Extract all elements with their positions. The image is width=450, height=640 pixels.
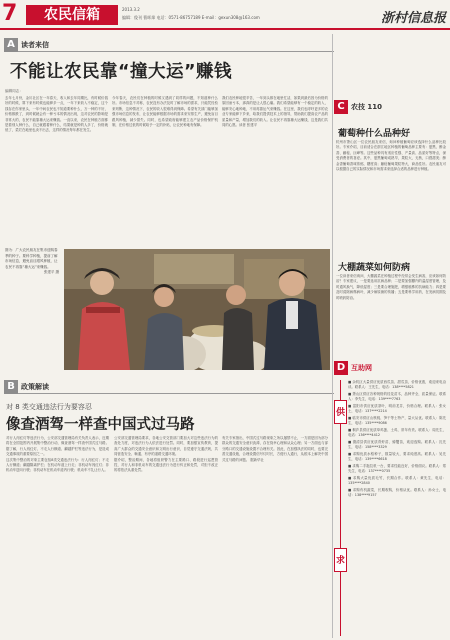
section-c-label: 农技 110 [351,103,383,111]
demand-ad: ■ 求购二手拖拉机一台，要求性能良好，价格面议。联系人：郑先生，电话：137****0735 [348,464,446,474]
demand-ad: ■ 求购有机蔬菜，长期收购，价格从优。联系人：孙女士，电话：138****9157 [348,488,446,498]
supply-ad: ■ 临安市供应山核桃、笋干等土特产，量大从优。联系人：陈先生，电话：135****9086 [348,416,446,426]
column-divider [332,34,333,638]
photo-credit: 张建平 摄 [43,270,59,275]
section-c-tag [334,100,382,114]
ads-rule-top [340,380,341,400]
article-a-salutation: 编辑同志： [5,89,23,93]
article-b-column-3: 有关专家指出，中国式过马路现象之所以屡禁不止，一方面是因为部分群众的交通安全意识淡薄，存在侥幸心理和从众心理；另一方面也与部分路口的交通设施设置不合理有关。因此，在加强执法的同时，也要完善交通设施，合理设置信号灯时长，方便行人通行，从根本上解决中国式过马路的问题。 据新华社 [222,436,328,462]
article-a-column-1: 去年七月份，金川社区在一年春天，收入和去年同期比，有时候价钱好的时候，算下来有时候也能够多一点，一年下来收入不稳定，这个钱存在你家里头，一年中间农民也不知道要种什么，万一种的不好，价格都跌了，到时候就会有一种亏本的情况出现，这对农民的影响是非常大的，农民不能靠撞大运来赚钱。一直以来，农民在种植方面都是看别人种什么，自己就跟着种什么，结果就是种的人多了，价格就低了，菜烂在地里也卖不出去，这样的情况每年都在发生。 [5,96,108,133]
article-c2-body: 一位读者来信询问，大棚蔬菜在种植过程中经常会发生病害，应该如何防治？专家建议，一是要选用抗病品种；二是要加强棚内的温湿度管理，及时通风换气，降低湿度；三是要合理施肥，增强植株的抗病能力；四是要及时清除病株病叶，减少病原菌的传播；五是要科学用药，在发病初期及时喷药防治。 [336,274,446,300]
news-photo [64,249,330,370]
section-b-label: 政策解读 [21,383,49,391]
page-header [0,0,450,30]
article-c1-body: 杭州市萧山区一位农民朋友来信，询问种植葡萄应该选择什么品种比较好。专家介绍，目前适合在浙江地区种植的葡萄品种主要有：夏黑、醉金香、藤稔、巨峰等。这些品种具有适应性强、产量高、品质好等特点，深受消费者的喜爱。其中，夏黑葡萄成熟早，果粒大，无核，口感甜美；醉金香葡萄香味浓郁，糖度高；藤稔葡萄果粒特大，商品性好。农民朋友可以根据自己的实际情况和市场需求来选择合适的品种进行种植。 [336,140,446,172]
section-d-tag [334,361,372,375]
page-number: 7 [2,1,18,26]
editor-info: 编辑：俊刊 曹晖烽 电话：0571-86757189 E-mail：gexun308@163.com [122,15,260,20]
section-a-label: 读者来信 [21,41,49,49]
supply-ad: ■ 余杭区大量供应优质西瓜苗、甜瓜苗，价格优惠，欢迎来电洽谈。联系人：王先生，电话：138****5821 [348,380,446,390]
article-b-column-1: 对行人闯红灯等违法行为，公安部交通管理局有关负责人表示，近期将在全国范围内开展集中整治行动，像查酒驾一样查中国式过马路。据了解，行人闯红灯、不走人行横道、翻越护栏等违法行为，是造成交通事故的重要原因之一。 这次集中整治的对象主要包括8类交通违法行为：行人闯红灯；不走人行横道；翻越隔离护栏；在机动车道上行走；非机动车闯红灯；非机动车逆向行驶；非机动车在机动车道内行驶；机动车不礼让行人。 [6,436,109,473]
supply-ad: ■ 萧山区供应各种规格的桂花苗木，品种齐全，质量保证。联系人：李先生，电话：139****7763 [348,392,446,402]
section-b-letter: B [4,380,18,394]
section-d-letter: D [334,361,348,375]
section-a-rule [18,51,334,52]
ads-rule-bottom [340,572,341,636]
article-c2-headline: 大棚蔬菜如何防病 [338,263,411,273]
section-c-letter: C [334,100,348,114]
demand-ad: ■ 求购优质水稻种子，数量较大，要求纯度高。联系人：吴先生，电话：139****6618 [348,452,446,462]
classified-ads [348,380,446,636]
section-d-label: 互助网 [351,364,372,372]
supply-ad: ■ 富阳市供应优质茶叶，明前龙井，价格合理。联系人：张女士，电话：137****2214 [348,404,446,414]
ads-rule-middle [340,424,341,548]
section-name: 农民信箱 [26,5,118,25]
newspaper-masthead: 浙村信息报 [380,11,446,26]
photo-caption [5,248,59,348]
section-b-tag [4,380,49,394]
article-a-column-3: 我们农民种地很辛苦，一年到头都在地里忙活，如果到最后因为价格的原因而亏本，那真的是让人很心痛。我们希望能够有一个稳定的收入，能够安心地种地，不用再靠运气来赚钱。在这里，我们也呼吁更多的农业专家能够下乡来，给我们提供技术上的指导，帮助我们提高农产品的质量和产量，增加我们的收入。让农民不再靠撞大运赚钱，这是我们共同的心愿。读者 张建平 [222,96,328,128]
article-b-subheadline: 对 8 类交通违法行为要容忍 [6,403,92,411]
photo-caption-text: 图为：广大农民朋友在集市选购春季的种子。要科学种植，提前了解市场信息，避免盲目跟风种植，让农民不再靠“撞大运”来赚钱。 [5,248,58,269]
issue-date: 2013.3.2 [122,7,140,12]
supply-label: 供 [334,400,347,424]
article-a-column-2: 今年春天，农民们在种植的时候又遇到了同样的问题，不知道种什么好。市场信息不对称，农民没有办法及时了解市场的需求，只能凭经验来判断，这种情况下，农民的收入很难得到保障。希望有关部门能够加强市场信息的发布，让农民能够根据市场的需求来安排生产，避免盲目跟风种植，减少损失。同时，也希望政府能够建立农产品价格保护机制，在价格过低的时候给予一定的补贴，让农民种地有保障。 [112,96,218,128]
demand-label: 求 [334,548,347,572]
section-a-tag [4,38,49,52]
demand-ad: ■ 求购大量优质毛竹，长期合作。联系人：黄先生，电话：135****2840 [348,476,446,486]
section-b-rule [18,393,334,394]
article-a-headline: 不能让农民靠“撞大运”赚钱 [10,62,233,82]
article-b-column-2: 公安部交通管理局要求，各地公安交管部门要加大对这些违法行为的查处力度，对违法行为人依法进行处罚。同时，要加强宣传教育，提高广大群众的交通安全意识和文明出行意识，自觉遵守交通法规，共同营造安全、畅通、有序的道路交通环境。 据介绍，整治期间，各地将组织警力在主要路口、路段进行巡逻管控，对行人和非机动车的交通违法行为进行纠正和处罚，对拒不改正的将依法从重处罚。 [114,436,218,473]
right-column [334,36,448,636]
section-a-letter: A [4,38,18,52]
market-scene-illustration [64,249,330,370]
supply-ad: ■ 桐庐县供应优质草鸡蛋、土鸡，常年有货。联系人：周先生，电话：136****4412 [348,428,446,438]
article-c1-headline: 葡萄种什么品种好 [338,129,411,139]
article-b-headline: 像查酒驾一样查中国式过马路 [6,417,195,433]
supply-ad: ■ 德清县供应优质青虾苗、螃蟹苗，欢迎选购。联系人：沈先生，电话：158****3329 [348,440,446,450]
